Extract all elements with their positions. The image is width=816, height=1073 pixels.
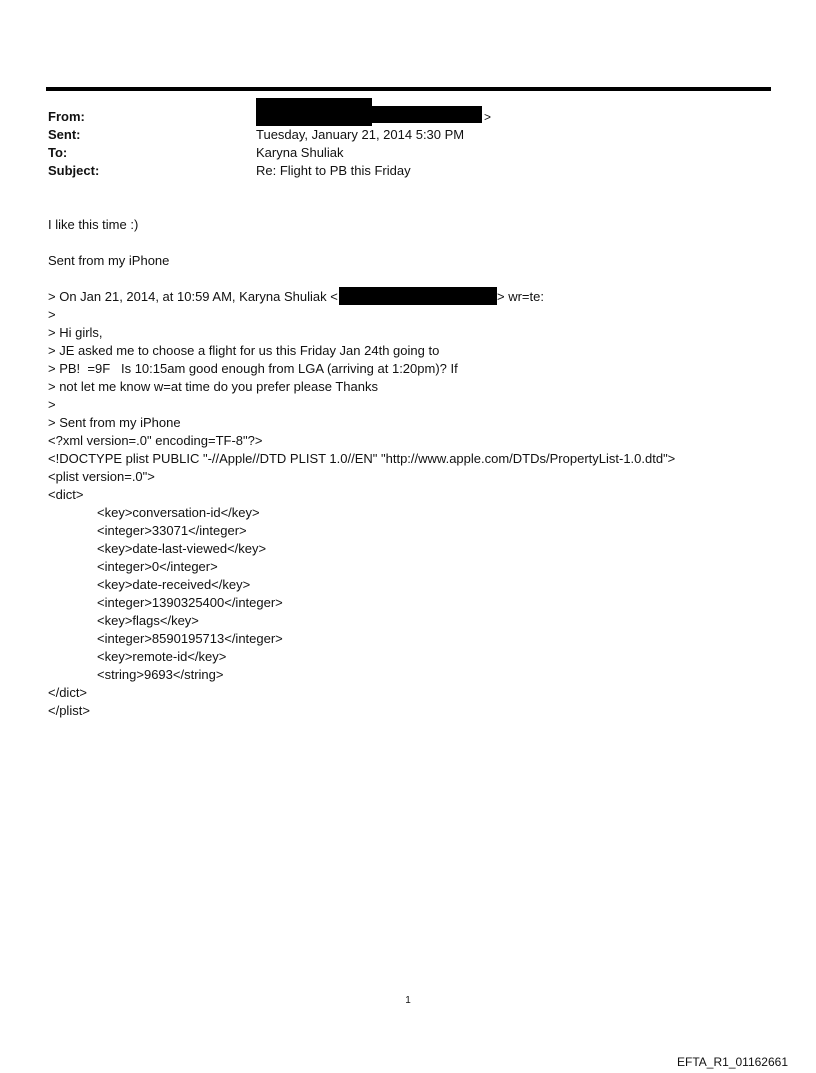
body-line: Sent from my iPhone	[48, 253, 170, 268]
xml-dict-line: <integer>8590195713</integer>	[97, 631, 283, 646]
xml-dict-line: <key>remote-id</key>	[97, 649, 227, 664]
quote-line: > Sent from my iPhone	[48, 415, 181, 430]
quote-line: >	[48, 307, 56, 322]
quote-intro: > On Jan 21, 2014, at 10:59 AM, Karyna Shuliak <	[48, 289, 338, 304]
sent-value: Tuesday, January 21, 2014 5:30 PM	[256, 127, 465, 142]
body-line: I like this time :)	[48, 217, 139, 232]
quote-line: > not let me know w=at time do you prefer please Thanks	[48, 379, 378, 394]
xml-line: <?xml version=.0" encoding=TF-8"?>	[48, 433, 263, 448]
xml-dict-line: <integer>1390325400</integer>	[97, 595, 283, 610]
redaction-block	[339, 287, 497, 305]
to-label: To:	[48, 145, 68, 160]
xml-dict-line: <key>date-received</key>	[97, 577, 251, 592]
xml-dict-line: <key>flags</key>	[97, 613, 199, 628]
subject-value: Re: Flight to PB this Friday	[256, 163, 411, 178]
from-label: From:	[48, 109, 85, 124]
xml-dict-line: <integer>33071</integer>	[97, 523, 247, 538]
xml-line: <dict>	[48, 487, 84, 502]
page-number: 1	[405, 995, 411, 1006]
xml-dict-line: <key>conversation-id</key>	[97, 505, 260, 520]
xml-dict-line: <string>9693</string>	[97, 667, 224, 682]
to-value: Karyna Shuliak	[256, 145, 344, 160]
from-value-suffix: >	[484, 110, 492, 124]
redaction-block	[372, 106, 482, 123]
redaction-block	[256, 98, 372, 126]
xml-line: </dict>	[48, 685, 88, 700]
xml-dict-line: <key>date-last-viewed</key>	[97, 541, 267, 556]
quote-line: > PB! =9F Is 10:15am good enough from LGA (arriving at 1:20pm)? If	[48, 361, 458, 376]
subject-label: Subject:	[48, 163, 100, 178]
sent-label: Sent:	[48, 127, 81, 142]
xml-line: <plist version=.0">	[48, 469, 155, 484]
quote-line: >	[48, 397, 56, 412]
xml-line: </plist>	[48, 703, 90, 718]
quote-line: > Hi girls,	[48, 325, 103, 340]
xml-dict-line: <integer>0</integer>	[97, 559, 218, 574]
document-id: EFTA_R1_01162661	[677, 1055, 788, 1069]
quote-line: > JE asked me to choose a flight for us this Friday Jan 24th going to	[48, 343, 440, 358]
header-rule	[46, 87, 771, 91]
quote-intro-suffix: > wr=te:	[497, 289, 544, 304]
xml-line: <!DOCTYPE plist PUBLIC "-//Apple//DTD PLIST 1.0//EN" "http://www.apple.com/DTDs/PropertyList-1.0.dtd">	[48, 451, 676, 466]
